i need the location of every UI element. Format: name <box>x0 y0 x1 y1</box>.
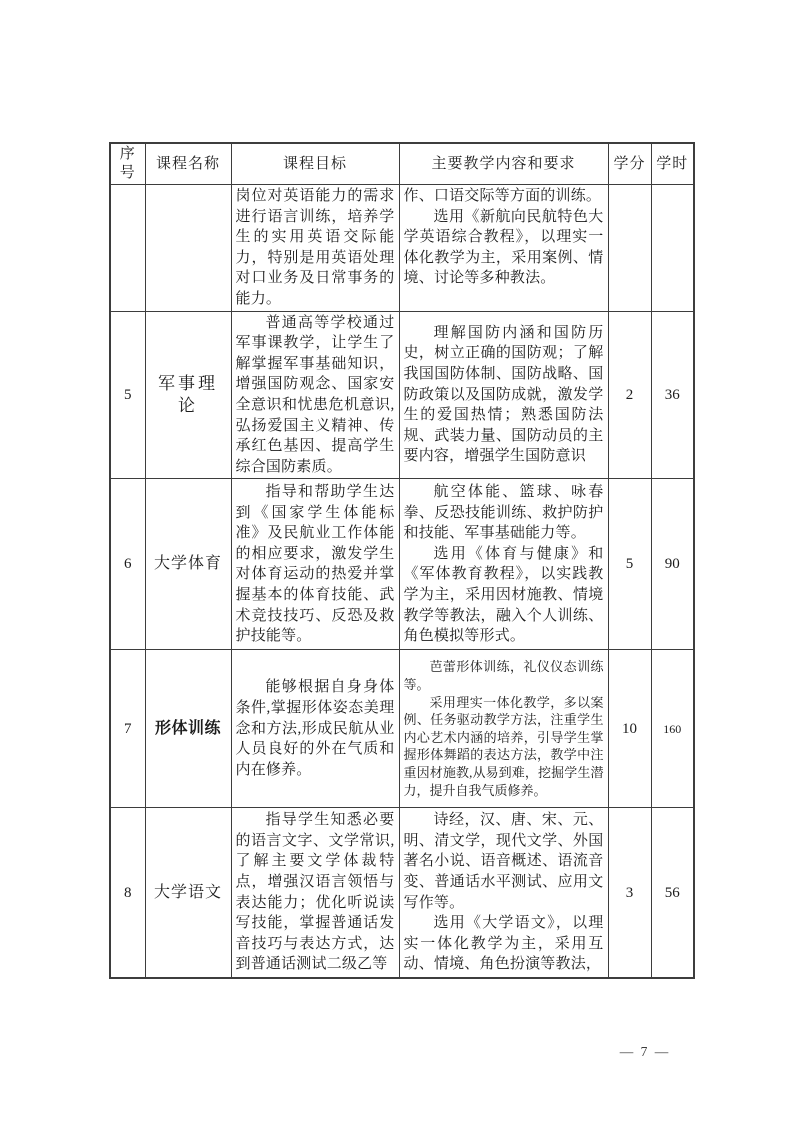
objective-cell <box>231 185 399 312</box>
hours-cell <box>651 185 694 312</box>
content-paragraph: 选用《体育与健康》和《军体教育教程》，以实践教学为主，采用因材施教、情境教学等教法，融入个人训练、角色模拟等形式。 <box>403 545 604 645</box>
objective-cell <box>231 808 399 978</box>
objective-paragraph: 能够根据自身身体条件,掌握形体姿态美理念和方法,形成民航从业人员良好的外在气质和内在修养。 <box>235 679 395 778</box>
header-content: 主要教学内容和要求 <box>399 143 608 185</box>
hours-cell: 90 <box>651 479 694 650</box>
objective-cell <box>231 311 399 479</box>
course-table <box>109 142 695 979</box>
course-name-cell <box>145 185 231 312</box>
hours-cell: 160 <box>651 650 694 808</box>
content-cell <box>399 311 608 479</box>
hours-cell: 36 <box>651 311 694 479</box>
row-number-cell <box>110 185 145 312</box>
credits-cell: 3 <box>608 808 651 978</box>
credits-cell: 10 <box>608 650 651 808</box>
content-paragraph: 诗经，汉、唐、宋、元、明、清文学，现代文学、外国著名小说、语音概述、语流音变、普通话水平测试、应用文写作等。 <box>403 812 604 911</box>
header-credits: 学分 <box>608 143 651 185</box>
row-number-cell: 6 <box>110 479 145 650</box>
header-hours: 学时 <box>651 143 694 185</box>
credits-cell: 2 <box>608 311 651 479</box>
content-cell <box>399 808 608 978</box>
content-paragraph: 采用理实一体化教学，多以案例、任务驱动教学方法，注重学生内心艺术内涵的培养，引导学生掌握形体舞蹈的表达方法，教学中注重因材施教,从易到难，挖掘学生潜力，提升自我气质修养。 <box>403 694 604 798</box>
table-row <box>110 311 694 479</box>
credits-cell: 5 <box>608 479 651 650</box>
course-name-cell: 形体训练 <box>145 650 231 808</box>
table-row <box>110 808 694 978</box>
page-number: — 7 — <box>619 1044 671 1059</box>
header-no: 序号 <box>110 143 145 185</box>
objective-cell <box>231 650 399 808</box>
header-objective: 课程目标 <box>231 143 399 185</box>
content-paragraph: 理解国防内涵和国防历史，树立正确的国防观；了解我国国防体制、国防战略、国防政策以及国防成就，激发学生的爱国热情；熟悉国防法规、武装力量、国防动员的主要内容，增强学生国防意识 <box>403 324 604 465</box>
header-row <box>110 143 694 185</box>
course-name-cell: 大学语文 <box>145 808 231 978</box>
table-row <box>110 479 694 650</box>
credits-cell <box>608 185 651 312</box>
header-course-name: 课程名称 <box>145 143 231 185</box>
row-number-cell: 5 <box>110 311 145 479</box>
course-name-cell: 大学体育 <box>145 479 231 650</box>
objective-paragraph: 指导和帮助学生达到《国家学生体能标准》及民航业工作体能的相应要求，激发学生对体育运动的热爱并掌握基本的体育技能、武术竞技技巧、反恐及救护技能等。 <box>235 483 395 645</box>
objective-paragraph: 普通高等学校通过军事课教学，让学生了解掌握军事基础知识，增强国防观念、国家安全意识和忧患危机意识,弘扬爱国主义精神、传承红色基因、提高学生综合国防素质。 <box>235 314 395 475</box>
row-number-cell: 8 <box>110 808 145 978</box>
content-paragraph: 航空体能、篮球、咏春拳、反恐技能训练、救护防护和技能、军事基础能力等。 <box>403 483 604 542</box>
hours-cell: 56 <box>651 808 694 978</box>
content-cell <box>399 185 608 312</box>
content-cell <box>399 479 608 650</box>
table-row-continuation <box>110 185 694 312</box>
content-cell <box>399 650 608 808</box>
course-name-cell: 军事理论 <box>145 311 231 479</box>
objective-paragraph: 指导学生知悉必要的语言文字、文学常识,了解主要文学体裁特点，增强汉语言领悟与表达能力；优化听说读写技能，掌握普通话发音技巧与表达方式，达到普通话测试二级乙等 <box>235 812 395 973</box>
row-number-cell: 7 <box>110 650 145 808</box>
content-paragraph: 芭蕾形体训练，礼仪仪态训练等。 <box>403 659 604 693</box>
content-paragraph: 选用《大学语文》，以理实一体化教学为主，采用互动、情境、角色扮演等教法， <box>403 915 604 973</box>
objective-paragraph: 岗位对英语能力的需求进行语言训练，培养学生的实用英语交际能力，特别是用英语处理对口业务及日常事务的能力。 <box>235 188 395 307</box>
objective-cell <box>231 479 399 650</box>
content-paragraph: 作、口语交际等方面的训练。 <box>403 188 602 204</box>
content-paragraph: 选用《新航向民航特色大学英语综合教程》，以理实一体化教学为主，采用案例、情境、讨论等多种教法。 <box>403 208 604 287</box>
table-row <box>110 650 694 808</box>
